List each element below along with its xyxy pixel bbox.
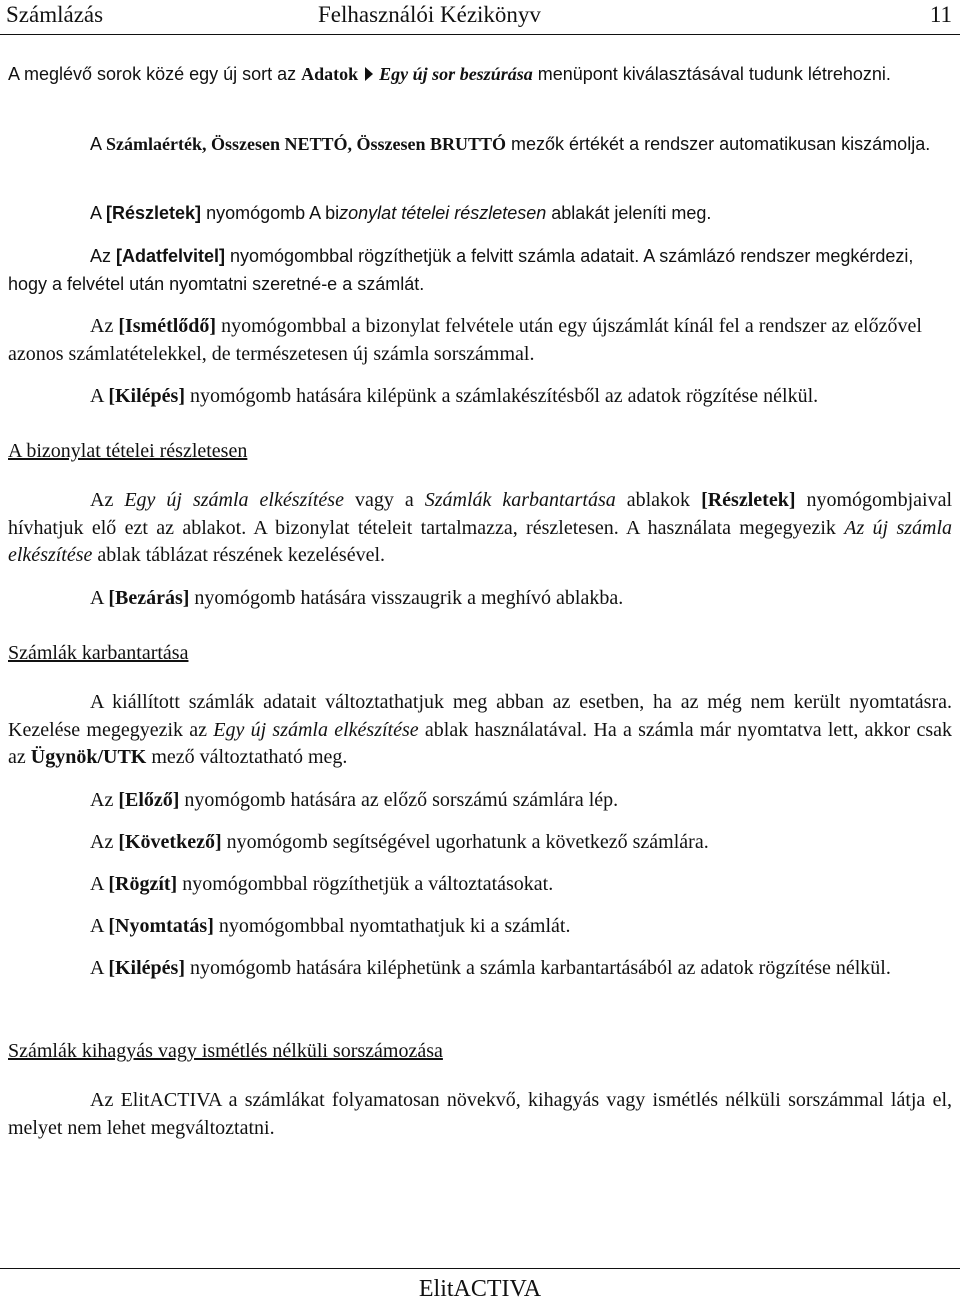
button-name: [Nyomtatás]	[108, 915, 214, 937]
page-header	[0, 0, 960, 35]
header-manual-title: Felhasználói Kézikönyv	[318, 2, 541, 27]
footer-divider	[0, 1268, 960, 1269]
text: A	[90, 385, 109, 407]
paragraph-new-row	[8, 61, 952, 89]
window-name: Egy új számla elkészítése	[124, 489, 344, 511]
text: nyomógombjaival hívhatjuk elő ezt az ablakot. A bizonylat tételeit tartalmazza, részletesen. A használata megegyezik	[8, 489, 953, 539]
text: A meglévő sorok közé egy új sort az	[8, 64, 302, 84]
header-chapter: Számlázás	[6, 2, 104, 27]
window-name: zonylat tételei részletesen	[339, 203, 547, 223]
text: A	[90, 587, 109, 609]
text: A	[90, 134, 107, 154]
text: A bi	[309, 203, 340, 223]
paragraph-next-button	[8, 829, 952, 857]
button-name: [Bezárás]	[108, 587, 190, 609]
header-page-number: 11	[929, 2, 952, 27]
text: nyomógombbal a bizonylat felvétele után egy újszámlát kínál fel a rendszer az előzővel azonos számlatételekkel, de természetesen új számla sorszámmal.	[8, 315, 922, 365]
paragraph-repeat-button	[8, 313, 952, 368]
text: ablak használatával. Ha a számla már nyomtatva lett, akkor csak az	[8, 718, 952, 768]
text: nyomógombbal rögzíthetjük a változtatásokat.	[177, 873, 554, 895]
paragraph-print-button	[8, 913, 952, 941]
button-name: [Kilépés]	[108, 385, 185, 407]
field-name: Ügynök/UTK	[30, 746, 147, 768]
paragraph-auto-fields	[8, 131, 952, 159]
text: mező változtatható meg.	[146, 746, 348, 768]
text: ablak táblázat részének kezelésével.	[92, 544, 386, 566]
window-name: Számlák karbantartása	[424, 489, 616, 511]
section-title-details: A bizonylat tételei részletesen	[8, 440, 248, 462]
paragraph-close-button	[8, 585, 952, 613]
text: A	[90, 873, 109, 895]
button-name: [Részletek]	[701, 489, 796, 511]
button-name: [Kilépés]	[108, 957, 185, 979]
text: nyomógomb hatására visszaugrik a meghívó ablakba.	[189, 587, 624, 609]
text: Az	[90, 489, 125, 511]
text: nyomógomb hatására kiléphetünk a számla karbantartásából az adatok rögzítése nélkül.	[185, 957, 891, 979]
section-title-maintenance: Számlák karbantartása	[8, 642, 189, 664]
text: A kiállított számlák adatait változtathatjuk meg abban az esetben, ha az még nem került nyomtatásra. Kezelése megegyezik az	[8, 691, 952, 741]
text: mezők értékét a rendszer automatikusan kiszámolja.	[506, 134, 931, 154]
button-name: [Ismétlődő]	[118, 315, 217, 337]
paragraph-save-button	[8, 243, 952, 298]
menu-item-label: Egy új sor beszúrása	[379, 64, 533, 84]
text: A	[90, 203, 107, 223]
footer-product-name: ElitACTIVA	[418, 1276, 542, 1302]
text: Az	[90, 246, 117, 266]
text: Az	[90, 789, 119, 811]
paragraph-details-window	[8, 487, 952, 570]
button-name: [Következő]	[118, 831, 222, 853]
window-name: Az új számla elkészítése	[8, 516, 953, 566]
field-names: Számlaérték, Összesen NETTÓ, Összesen BRUTTÓ	[106, 134, 507, 154]
text: nyomógomb hatására az előző sorszámú számlára lép.	[179, 789, 619, 811]
text: nyomógomb	[201, 203, 310, 223]
text: menüpont kiválasztásával tudunk létrehozni.	[532, 64, 891, 84]
button-name: [Előző]	[118, 789, 180, 811]
menu-item	[379, 64, 533, 84]
text: A	[90, 915, 109, 937]
text: Az	[90, 831, 119, 853]
paragraph-record-button	[8, 871, 952, 899]
text: ablakát jeleníti meg.	[546, 203, 712, 223]
paragraph-previous-button	[8, 787, 952, 815]
button-name: [Adatfelvitel]	[116, 246, 226, 266]
text: nyomógombbal nyomtathatjuk ki a számlát.	[213, 915, 571, 937]
paragraph-numbering: Az ElitACTIVA a számlákat folyamatosan növekvő, kihagyás vagy ismétlés nélküli sorszámmal látja el, melyet nem lehet megváltoztatni.	[8, 1089, 952, 1139]
text: Az	[90, 315, 119, 337]
menu-name: Adatok	[301, 64, 359, 84]
text: nyomógomb segítségével ugorhatunk a következő számlára.	[221, 831, 709, 853]
section-title-numbering: Számlák kihagyás vagy ismétlés nélküli sorszámozása	[8, 1040, 443, 1062]
paragraph-exit-button	[8, 383, 952, 411]
button-name: [Részletek]	[106, 203, 202, 223]
paragraph-details-button	[8, 200, 952, 228]
text: nyomógombbal rögzíthetjük a felvitt számla adatait. A számlázó rendszer megkérdezi, hogy a felvétel után nyomtatni szeretné-e a számlát.	[8, 246, 914, 294]
text: vagy a	[343, 489, 425, 511]
paragraph-exit-maintenance	[8, 955, 952, 983]
button-name: [Rögzít]	[108, 873, 178, 895]
text: A	[90, 957, 109, 979]
paragraph-maintenance-intro	[8, 689, 952, 772]
text: ablakok	[615, 489, 702, 511]
triangle-right-icon	[365, 67, 373, 81]
window-name: Egy új számla elkészítése	[213, 718, 419, 741]
text: nyomógomb hatására kilépünk a számlakészítésből az adatok rögzítése nélkül.	[185, 385, 819, 407]
